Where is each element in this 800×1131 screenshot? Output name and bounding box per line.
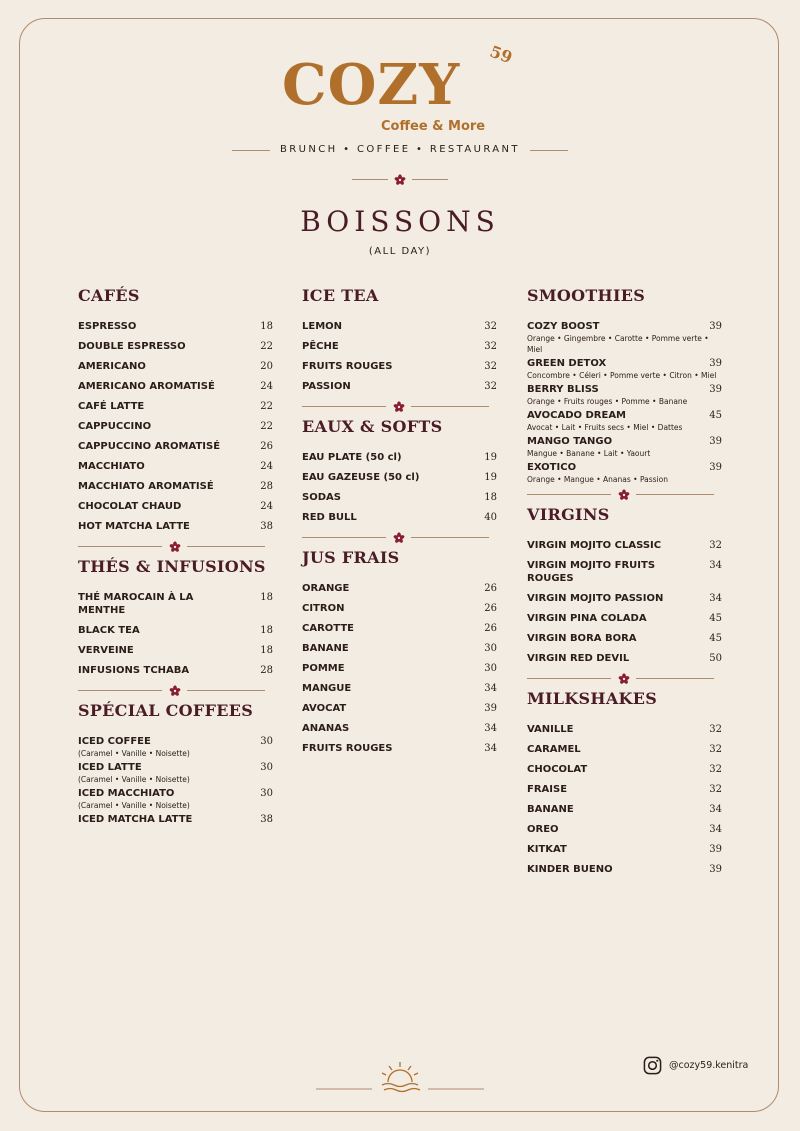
item-name: AVOCADO DREAM [527,410,627,421]
menu-item [527,823,722,836]
item-name: EAU GAZEUSE (50 cl) [302,472,420,483]
item-name: POMME [302,663,345,674]
menu-section [78,701,273,826]
menu-item [302,682,497,695]
item-price: 30 [260,736,273,747]
item-name: THÉ MAROCAIN À LA MENTHE [78,592,194,616]
item-name: BLACK TEA [78,625,140,636]
menu-item [78,735,273,759]
item-description: Avocat • Lait • Fruits secs • Miel • Dattes [527,423,683,432]
item-name: RED BULL [302,512,357,523]
menu-item [527,383,722,407]
item-name: CHOCOLAT CHAUD [78,501,182,512]
item-name: GREEN DETOX [527,358,607,369]
item-price: 24 [260,461,273,472]
flower-icon [169,684,181,696]
menu-item [527,843,722,856]
item-name: MANGO TANGO [527,436,613,447]
item-name: FRAISE [527,784,568,795]
item-price: 24 [260,501,273,512]
menu-column-1 [78,286,273,833]
item-description: Orange • Fruits rouges • Pomme • Banane [527,397,688,406]
menu-item [527,763,722,776]
item-price: 40 [484,512,497,523]
item-name: CHOCOLAT [527,764,588,775]
item-price: 39 [709,462,722,473]
item-price: 32 [709,540,722,551]
menu-item [527,461,722,485]
item-price: 38 [260,814,273,825]
menu-section [527,505,722,665]
item-price: 39 [709,384,722,395]
item-price: 45 [709,613,722,624]
flower-icon [394,173,406,185]
item-name: COZY BOOST [527,321,600,332]
section-title: THÉS & INFUSIONS [78,557,266,576]
menu-item [527,612,722,625]
item-price: 24 [260,381,273,392]
menu-item [527,435,722,459]
flower-icon [393,400,405,412]
item-name: KITKAT [527,844,567,855]
menu-column-3 [527,286,722,883]
section-title: SMOOTHIES [527,286,646,305]
menu-item [78,320,273,333]
header-divider [352,173,448,185]
item-price: 30 [260,762,273,773]
item-name: ORANGE [302,583,350,594]
menu-item [302,702,497,715]
item-name: CITRON [302,603,345,614]
menu-item [78,420,273,433]
item-name: ICED LATTE [78,762,142,773]
menu-item [78,644,273,657]
item-name: VERVEINE [78,645,134,656]
menu-item [78,460,273,473]
section-divider [78,540,273,552]
menu-item [527,320,722,355]
menu-item [78,787,273,811]
item-price: 50 [709,653,722,664]
menu-item [302,471,497,484]
logo-wordmark: COZY [282,52,461,118]
item-name: EXOTICO [527,462,577,473]
item-price: 39 [709,844,722,855]
menu-item [527,632,722,645]
item-price: 18 [484,492,497,503]
item-name: PÊCHE [302,341,339,352]
menu-item [302,360,497,373]
menu-item [78,520,273,533]
item-name: AVOCAT [302,703,347,714]
item-price: 30 [484,643,497,654]
item-price: 34 [709,560,722,571]
menu-section [527,689,722,876]
section-title: CAFÉS [78,286,140,305]
item-name: MACCHIATO AROMATISÉ [78,481,214,492]
page-title: BOISSONS [300,205,500,238]
item-price: 26 [260,441,273,452]
menu-item [302,662,497,675]
item-description: Orange • Gingembre • Carotte • Pomme verte • Miel [527,334,709,354]
item-price: 22 [260,341,273,352]
flower-icon [618,488,630,500]
item-name: FRUITS ROUGES [302,361,393,372]
item-name: VIRGIN MOJITO PASSION [527,593,664,604]
item-name: BERRY BLISS [527,384,599,395]
menu-item [527,863,722,876]
menu-item [527,803,722,816]
item-name: BANANE [302,643,349,654]
menu-item [78,591,273,617]
menu-item [302,340,497,353]
item-price: 39 [484,703,497,714]
item-price: 34 [484,723,497,734]
instagram-icon [643,1056,662,1075]
item-price: 38 [260,521,273,532]
item-name: VIRGIN MOJITO FRUITS ROUGES [527,560,656,584]
menu-item [302,582,497,595]
item-name: INFUSIONS TCHABA [78,665,190,676]
menu-item [78,480,273,493]
menu-item [302,602,497,615]
item-price: 45 [709,633,722,644]
page-subtitle: (ALL DAY) [368,246,432,257]
item-price: 34 [484,743,497,754]
item-name: CAPPUCCINO [78,421,152,432]
item-price: 32 [484,341,497,352]
item-description: Mangue • Banane • Lait • Yaourt [527,449,651,458]
item-name: VIRGIN MOJITO CLASSIC [527,540,662,551]
item-price: 34 [484,683,497,694]
item-name: EAU PLATE (50 cl) [302,452,402,463]
section-divider [78,684,273,696]
item-price: 32 [709,724,722,735]
section-title: EAUX & SOFTS [302,417,443,436]
menu-item [527,539,722,552]
item-name: MANGUE [302,683,352,694]
item-price: 39 [709,864,722,875]
menu-section [302,548,497,755]
menu-item [527,592,722,605]
tagline-text: BRUNCH • COFFEE • RESTAURANT [280,144,520,155]
flower-icon [618,672,630,684]
menu-item [302,511,497,524]
item-name: BANANE [527,804,574,815]
item-description: (Caramel • Vanille • Noisette) [78,749,190,758]
item-price: 26 [484,603,497,614]
item-name: AMERICANO AROMATISÉ [78,381,215,392]
item-name: SODAS [302,492,341,503]
item-name: ESPRESSO [78,321,137,332]
menu-item [527,357,722,381]
item-price: 19 [484,452,497,463]
item-price: 39 [709,358,722,369]
menu-item [302,642,497,655]
item-price: 26 [484,623,497,634]
menu-item [302,320,497,333]
item-price: 34 [709,593,722,604]
menu-section [527,286,722,485]
item-name: ICED MATCHA LATTE [78,814,193,825]
logo-number: 59 [487,41,515,68]
menu-section [78,286,273,533]
item-name: VANILLE [527,724,574,735]
menu-section [302,286,497,393]
item-name: FRUITS ROUGES [302,743,393,754]
section-divider [302,531,497,543]
item-price: 32 [484,381,497,392]
menu-item [78,813,273,826]
item-price: 39 [709,321,722,332]
item-price: 18 [260,592,273,603]
menu-item [302,380,497,393]
item-description: (Caramel • Vanille • Noisette) [78,775,190,784]
item-name: CAROTTE [302,623,354,634]
item-name: ICED COFFEE [78,736,151,747]
menu-item [78,340,273,353]
item-price: 22 [260,421,273,432]
item-price: 32 [709,764,722,775]
item-name: VIRGIN BORA BORA [527,633,637,644]
menu-item [527,559,722,585]
item-price: 34 [709,804,722,815]
menu-item [302,622,497,635]
item-price: 18 [260,645,273,656]
item-price: 28 [260,481,273,492]
item-name: CARAMEL [527,744,581,755]
section-title: VIRGINS [527,505,610,524]
item-price: 32 [709,784,722,795]
item-name: ICED MACCHIATO [78,788,175,799]
item-price: 26 [484,583,497,594]
item-name: AMERICANO [78,361,146,372]
item-name: LEMON [302,321,343,332]
menu-item [302,491,497,504]
menu-item [527,743,722,756]
item-price: 18 [260,321,273,332]
menu-item [527,652,722,665]
item-price: 34 [709,824,722,835]
item-name: KINDER BUENO [527,864,613,875]
menu-column-2 [302,286,497,762]
tagline [232,144,568,158]
flower-icon [393,531,405,543]
menu-item [78,400,273,413]
item-price: 20 [260,361,273,372]
instagram-handle: @cozy59.kenitra [669,1060,749,1071]
item-price: 28 [260,665,273,676]
item-price: 30 [484,663,497,674]
menu-item [78,360,273,373]
section-title: MILKSHAKES [527,689,658,708]
item-description: (Caramel • Vanille • Noisette) [78,801,190,810]
brand-logo [280,41,520,140]
menu-item [78,500,273,513]
item-price: 32 [709,744,722,755]
item-name: PASSION [302,381,351,392]
item-price: 19 [484,472,497,483]
menu-item [78,761,273,785]
menu-item [78,440,273,453]
item-name: OREO [527,824,559,835]
menu-item [527,783,722,796]
item-price: 30 [260,788,273,799]
menu-section [78,557,273,677]
menu-item [78,664,273,677]
menu-item [78,624,273,637]
section-divider [527,488,722,500]
item-name: ANANAS [302,723,350,734]
flower-icon [169,540,181,552]
menu-item [527,723,722,736]
item-name: VIRGIN RED DEVIL [527,653,630,664]
menu-item [302,742,497,755]
item-price: 32 [484,361,497,372]
section-divider [302,400,497,412]
item-price: 18 [260,625,273,636]
item-price: 45 [709,410,722,421]
menu-item [302,451,497,464]
menu-item [527,409,722,433]
section-title: ICE TEA [302,286,379,305]
item-name: HOT MATCHA LATTE [78,521,190,532]
item-name: MACCHIATO [78,461,145,472]
item-name: DOUBLE ESPRESSO [78,341,186,352]
item-price: 32 [484,321,497,332]
item-price: 39 [709,436,722,447]
section-title: JUS FRAIS [302,548,400,567]
item-description: Concombre • Céleri • Pomme verte • Citron • Miel [527,371,717,380]
item-description: Orange • Mangue • Ananas • Passion [527,475,668,484]
menu-item [302,722,497,735]
item-name: CAFÉ LATTE [78,401,145,412]
item-name: CAPPUCCINO AROMATISÉ [78,441,221,452]
item-price: 22 [260,401,273,412]
section-title: SPÉCIAL COFFEES [78,701,254,720]
sunrise-icon [316,1060,484,1094]
section-divider [527,672,722,684]
menu-item [78,380,273,393]
menu-section [302,417,497,524]
item-name: VIRGIN PINA COLADA [527,613,647,624]
logo-subtitle: Coffee & More [381,119,486,134]
